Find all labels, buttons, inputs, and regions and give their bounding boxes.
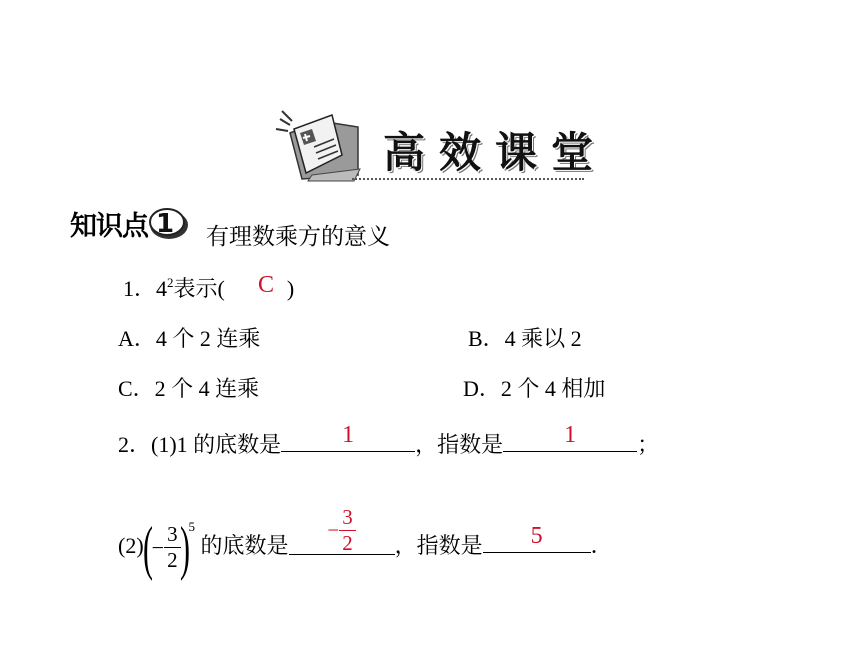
banner-dotted-divider [352, 178, 584, 180]
power-exponent: 5 [188, 519, 196, 534]
question-2-2-base-blank [289, 498, 395, 555]
option-d: D．2 个 4 相加 [463, 376, 606, 401]
question-2-2-text: 的底数是 [195, 533, 289, 558]
right-paren: ) [179, 514, 190, 581]
question-2-1-prefix: 2．(1)1 的底数是 [118, 432, 282, 457]
question-2-1-base-blank [281, 422, 415, 452]
fraction-three-halves: $\frac{3}{2}$ [164, 524, 181, 571]
minus-sign: − [151, 534, 165, 560]
option-a: A．4 个 2 连乘 [118, 326, 261, 351]
question-1-text: 表示( [173, 276, 225, 301]
question-2-2-end: ． [590, 533, 613, 558]
question-2-2-exponent-answer: 5 [530, 523, 543, 549]
question-2-1-base-answer: 1 [342, 422, 355, 448]
question-1-prefix: 1．4 [123, 276, 168, 301]
question-2-1-mid: ，指数是 [415, 432, 504, 457]
knowledge-point-title: 有理数乘方的意义 [206, 224, 390, 250]
question-2-part-2 [118, 498, 613, 581]
question-2-part-1 [118, 422, 660, 459]
knowledge-point-label: 知识点 [70, 211, 148, 242]
knowledge-point-number-badge [148, 203, 190, 246]
question-2-1-exponent-blank [503, 422, 637, 452]
question-2-1-end: ； [637, 432, 660, 457]
option-c: C．2 个 4 连乘 [118, 376, 260, 401]
question-2-2-exponent-blank [483, 523, 591, 553]
question-1-exponent: 2 [167, 275, 174, 290]
question-2-1-exponent-answer: 1 [564, 422, 577, 448]
left-paren: ( [142, 514, 153, 581]
question-1-close-paren: ) [286, 276, 295, 301]
section-banner-title: 高效课堂 [383, 128, 608, 177]
question-2-2-base-answer: − $\frac{3}{2}$ [289, 507, 395, 554]
question-1-answer: C [258, 272, 275, 298]
option-b: B．4 乘以 2 [468, 326, 582, 351]
question-2-2-mid: ，指数是 [394, 533, 483, 558]
question-2-2-prefix: (2) [118, 533, 144, 558]
banner-folder-icon [272, 103, 364, 188]
knowledge-point-number: 1 [155, 209, 175, 239]
